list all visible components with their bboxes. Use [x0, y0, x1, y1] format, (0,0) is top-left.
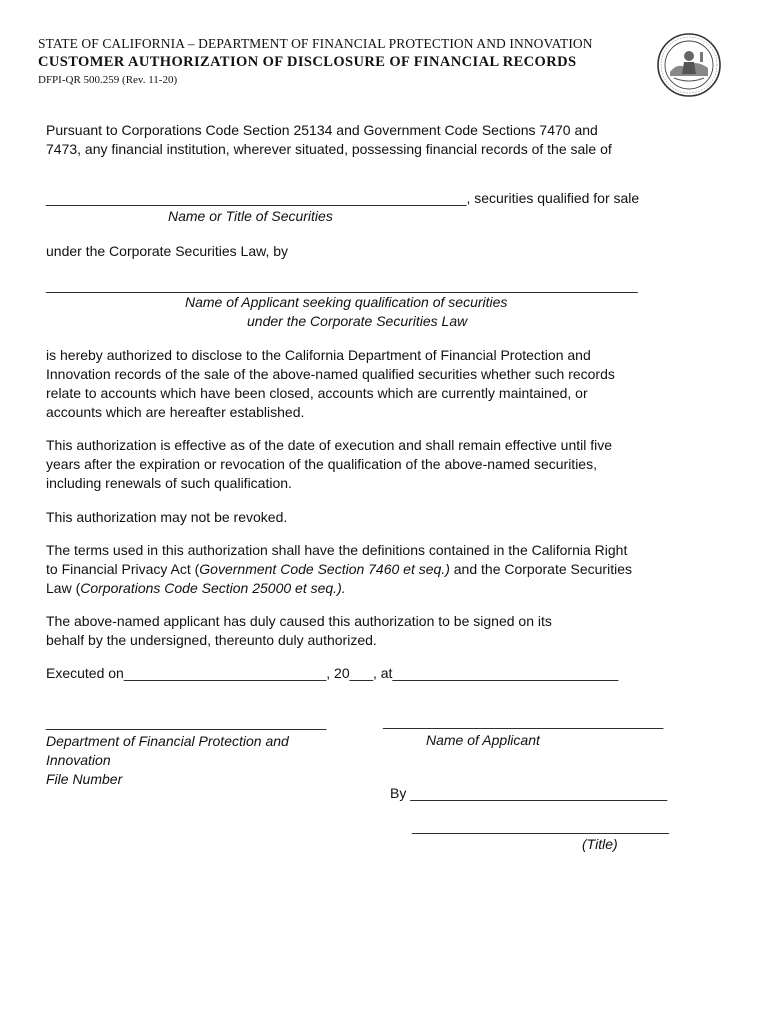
form-number: DFPI-QR 500.259 (Rev. 11-20) [38, 74, 178, 86]
title-field[interactable]: _________________________________ [412, 818, 669, 834]
applicant-name-field[interactable]: ____________________________________________________________________________ [46, 277, 638, 293]
auth-para-line-4: accounts which are hereafter established. [46, 404, 305, 420]
effective-line-2: years after the expiration or revocation of the qualification of the above-named securities, [46, 456, 597, 472]
intro-line-1: Pursuant to Corporations Code Section 25134 and Government Code Sections 7470 and [46, 122, 598, 138]
header-agency: STATE OF CALIFORNIA – DEPARTMENT OF FINANCIAL PROTECTION AND INNOVATION [38, 36, 593, 51]
applicant-signature-caption: Name of Applicant [426, 732, 540, 748]
under-law-text: under the Corporate Securities Law, by [46, 243, 289, 259]
terms-line-3-a: Law ( [46, 580, 81, 596]
dfpi-caption-3: File Number [46, 771, 123, 787]
terms-line-2 [46, 560, 632, 579]
state-seal-icon [656, 32, 722, 98]
applicant-caption-2: under the Corporate Securities Law [247, 313, 468, 329]
form-title: CUSTOMER AUTHORIZATION OF DISCLOSURE OF FINANCIAL RECORDS [38, 54, 577, 70]
signed-line-2: behalf by the undersigned, thereunto duly authorized. [46, 632, 377, 648]
securities-name-field[interactable]: ______________________________________________________, securities qualified for sale [46, 190, 640, 206]
terms-line-2-a: to Financial Privacy Act ( [46, 561, 200, 577]
terms-line-2-b: Government Code Section 7460 et seq.) [199, 561, 450, 577]
auth-para-line-2: Innovation records of the sale of the above-named qualified securities whether such records [46, 366, 615, 382]
terms-line-1: The terms used in this authorization shall have the definitions contained in the California Right [46, 542, 628, 558]
dfpi-caption-2: Innovation [46, 752, 111, 768]
terms-line-3-b: Corporations Code Section 25000 et seq.). [80, 580, 346, 596]
terms-line-3 [46, 579, 346, 598]
executed-on-field[interactable]: Executed on__________________________, 20___, at_____________________________ [46, 665, 619, 681]
applicant-caption-1: Name of Applicant seeking qualification of securities [185, 294, 508, 310]
dfpi-file-number-field[interactable]: ____________________________________ [46, 714, 327, 730]
securities-caption: Name or Title of Securities [168, 208, 333, 224]
not-revoked-text: This authorization may not be revoked. [46, 509, 288, 525]
signed-line-1: The above-named applicant has duly caused this authorization to be signed on its [46, 613, 552, 629]
title-caption: (Title) [582, 836, 618, 852]
intro-line-2: 7473, any financial institution, wherever situated, possessing financial records of the sale of [46, 141, 612, 157]
by-signature-field[interactable]: By _________________________________ [390, 785, 668, 801]
auth-para-line-1: is hereby authorized to disclose to the California Department of Financial Protection and [46, 347, 591, 363]
effective-line-1: This authorization is effective as of the date of execution and shall remain effective until five [46, 437, 613, 453]
effective-line-3: including renewals of such qualification. [46, 475, 292, 491]
applicant-signature-field[interactable]: ____________________________________ [383, 713, 664, 729]
dfpi-caption-1: Department of Financial Protection and [46, 733, 289, 749]
terms-line-2-c: and the Corporate Securities [449, 561, 632, 577]
auth-para-line-3: relate to accounts which have been closed, accounts which are currently maintained, or [46, 385, 588, 401]
